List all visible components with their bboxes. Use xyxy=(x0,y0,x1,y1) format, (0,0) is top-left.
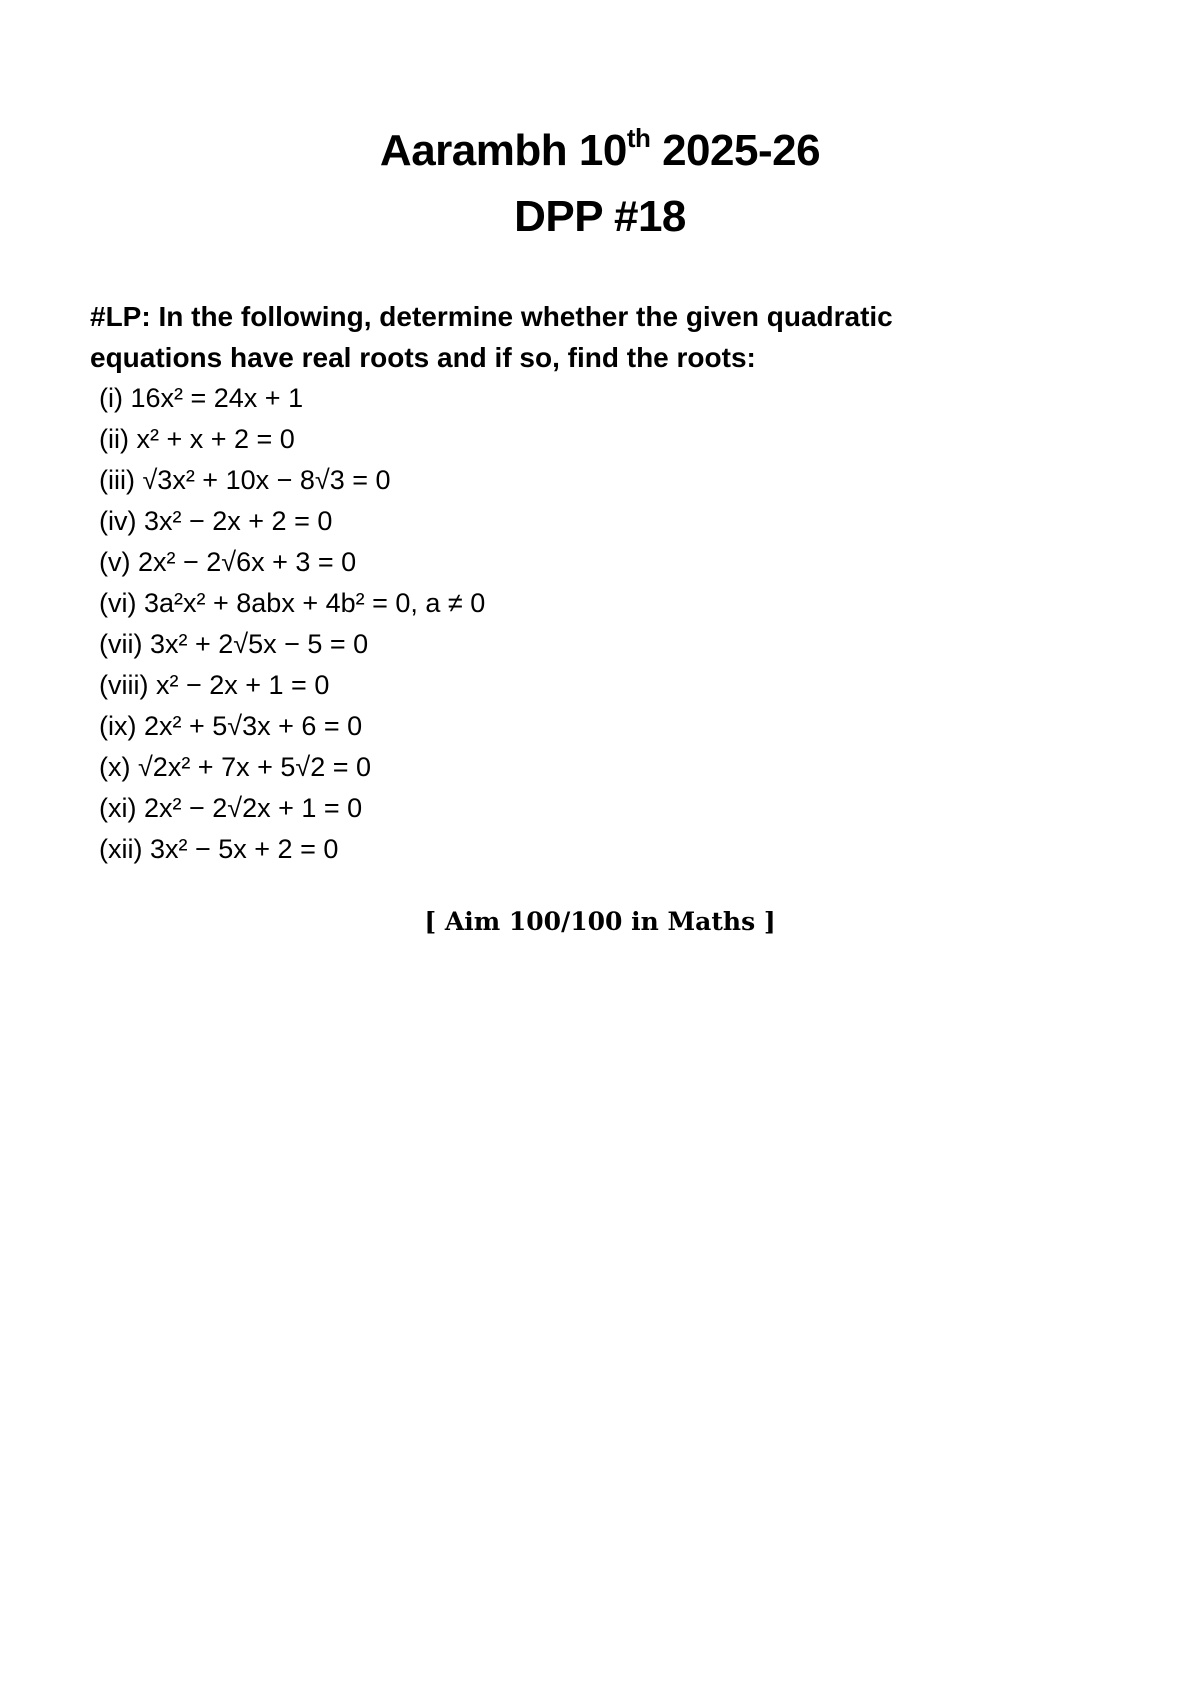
question-item: (vii) 3x² + 2√5x − 5 = 0 xyxy=(99,629,369,659)
title-year: 2025-26 xyxy=(650,126,821,175)
title-block xyxy=(0,118,1200,250)
question-item: (v) 2x² − 2√6x + 3 = 0 xyxy=(99,547,357,577)
page-title xyxy=(0,118,1200,184)
instruction-line-2: equations have real roots and if so, find the roots: xyxy=(90,342,756,373)
title-superscript: th xyxy=(626,123,651,153)
title-main: Aarambh 10 xyxy=(379,126,627,175)
question-item: (ix) 2x² + 5√3x + 6 = 0 xyxy=(99,711,363,741)
question-item: (iv) 3x² − 2x + 2 = 0 xyxy=(99,506,333,536)
question-list xyxy=(99,378,1099,870)
question-item: (vi) 3a²x² + 8abx + 4b² = 0, a ≠ 0 xyxy=(99,588,486,618)
question-item: (iii) √3x² + 10x − 8√3 = 0 xyxy=(99,465,391,495)
question-item: (x) √2x² + 7x + 5√2 = 0 xyxy=(99,752,372,782)
instruction-line-1: #LP: In the following, determine whether the given quadratic xyxy=(90,301,893,332)
page-subtitle: DPP #18 xyxy=(514,192,686,241)
instruction xyxy=(90,296,1130,378)
question-item: (ii) x² + x + 2 = 0 xyxy=(99,424,295,454)
question-item: (viii) x² − 2x + 1 = 0 xyxy=(99,670,330,700)
question-item: (xi) 2x² − 2√2x + 1 = 0 xyxy=(99,793,363,823)
question-item: (i) 16x² = 24x + 1 xyxy=(99,383,304,413)
footer-motto: [ Aim 100/100 in Maths ] xyxy=(424,907,776,936)
question-item: (xii) 3x² − 5x + 2 = 0 xyxy=(99,834,339,864)
